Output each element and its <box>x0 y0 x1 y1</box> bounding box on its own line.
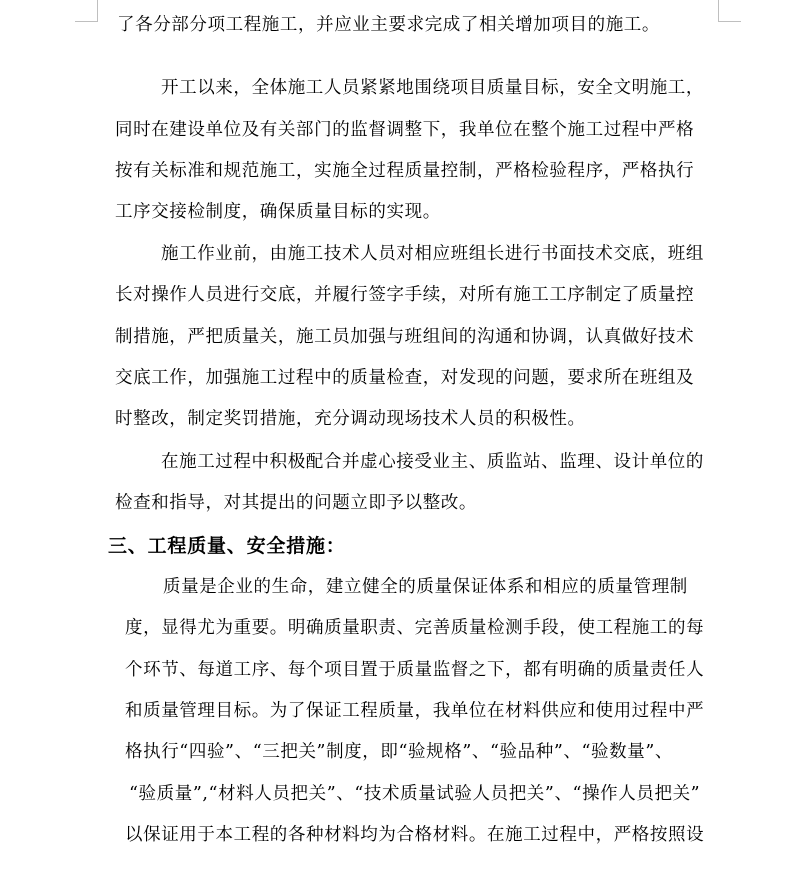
paragraph-line: 在施工过程中积极配合并虚心接受业主、质监站、监理、设计单位的 <box>161 452 704 472</box>
paragraph-line: 长对操作人员进行交底，并履行签字手续，对所有施工工序制定了质量控 <box>115 285 695 305</box>
paragraph-line: 按有关标准和规范施工，实施全过程质量控制，严格检验程序，严格执行 <box>115 161 695 181</box>
paragraph-line: 制措施，严把质量关，施工员加强与班组间的沟通和协调，认真做好技术 <box>115 327 695 347</box>
page-corner-mark-right <box>718 0 741 22</box>
paragraph-line: 度，显得尤为重要。明确质量职责、完善质量检测手段，使工程施工的每 <box>125 618 705 638</box>
paragraph-line: 开工以来，全体施工人员紧紧地围绕项目质量目标，安全文明施工， <box>161 78 704 98</box>
paragraph-line: 格执行“四验”、“三把关”制度，即“验规格”、“验品种”、“验数量”、 <box>125 742 673 762</box>
paragraph-line: 和质量管理目标。为了保证工程质量，我单位在材料供应和使用过程中严 <box>125 701 705 721</box>
paragraph-line: 同时在建设单位及有关部门的监督调整下，我单位在整个施工过程中严格 <box>115 120 695 140</box>
paragraph-line: “验质量”,“材料人员把关”、“技术质量试验人员把关”、“操作人员把关” <box>129 784 701 804</box>
paragraph-line: 工序交接检制度，确保质量目标的实现。 <box>115 202 441 222</box>
paragraph-line: 交底工作，加强施工过程中的质量检查，对发现的问题，要求所在班组及 <box>115 368 695 388</box>
paragraph-line: 以保证用于本工程的各种材料均为合格材料。在施工过程中，严格按照设 <box>125 825 705 845</box>
page-corner-mark-left <box>75 0 98 22</box>
paragraph-line: 了各分部分项工程施工，并应业主要求完成了相关增加项目的施工。 <box>117 15 660 35</box>
paragraph-line: 施工作业前，由施工技术人员对相应班组长进行书面技术交底，班组 <box>161 244 704 264</box>
paragraph-line: 检查和指导，对其提出的问题立即予以整改。 <box>115 493 477 513</box>
paragraph-line: 质量是企业的生命，建立健全的质量保证体系和相应的质量管理制 <box>163 577 688 597</box>
paragraph-line: 个环节、每道工序、每个项目置于质量监督之下，都有明确的质量责任人 <box>125 660 705 680</box>
paragraph-line: 时整改，制定奖罚措施，充分调动现场技术人员的积极性。 <box>115 409 586 429</box>
section-heading: 三、工程质量、安全措施： <box>108 535 346 557</box>
